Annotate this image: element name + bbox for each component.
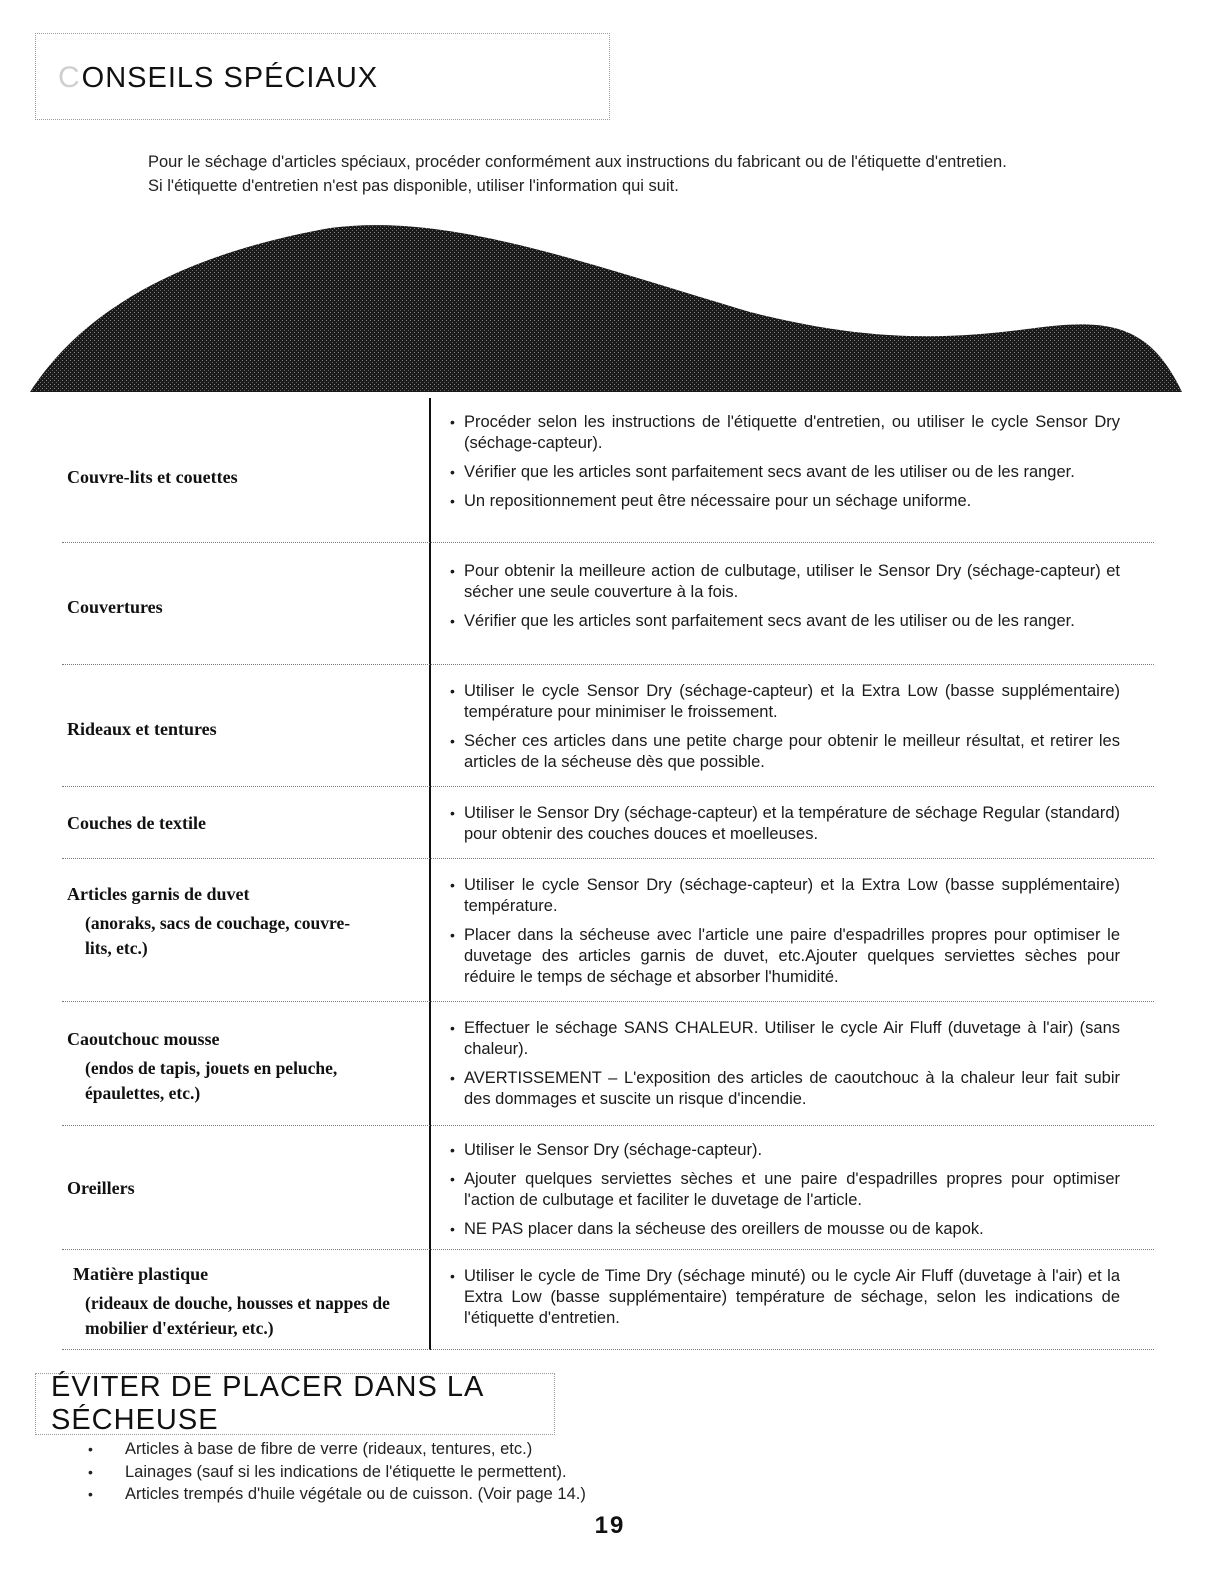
avoid-item: • Articles trempés d'huile végétale ou de cuisson. (Voir page 14.) xyxy=(85,1483,785,1506)
title-dropcap: C xyxy=(58,61,81,94)
table-row xyxy=(62,543,1154,665)
instruction-item: • Effectuer le séchage SANS CHALEUR. Utiliser le cycle Air Fluff (duvetage à l'air) (sans chaleur). xyxy=(450,1018,1120,1060)
row-label-title: Caoutchouc mousse xyxy=(67,1029,220,1049)
avoid-title: ÉVITER DE PLACER DANS LA SÉCHEUSE xyxy=(51,1371,483,1436)
instruction-item: • NE PAS placer dans la sécheuse des oreillers de mousse ou de kapok. xyxy=(450,1219,1120,1240)
intro-line: Pour le séchage d'articles spéciaux, procéder conformément aux instructions du fabricant ou de l'étiquette d'entretien. xyxy=(148,153,1007,171)
row-label: Oreillers xyxy=(67,1178,135,1198)
row-instructions xyxy=(450,1266,1120,1337)
avoid-list xyxy=(85,1438,785,1506)
instruction-item: • Utiliser le Sensor Dry (séchage-capteur) et la température de séchage Regular (standard) pour obtenir des couches douces et moelleuses. xyxy=(450,803,1120,845)
wave-shape xyxy=(30,225,1182,392)
row-label: Couches de textile xyxy=(67,813,206,833)
table-row xyxy=(62,859,1154,1002)
row-instructions xyxy=(450,681,1120,781)
instruction-item: • Ajouter quelques serviettes sèches et une paire d'espadrilles propres pour optimiser l'action de culbutage et faciliter le duvetage de l'article. xyxy=(450,1169,1120,1211)
page-number: 19 xyxy=(594,1512,626,1539)
row-label xyxy=(67,881,422,961)
avoid-item: • Lainages (sauf si les indications de l'étiquette le permettent). xyxy=(85,1461,785,1484)
row-label-sub: (endos de tapis, jouets en peluche, épaulettes, etc.) xyxy=(85,1058,338,1103)
instruction-item: • Pour obtenir la meilleure action de culbutage, utiliser le Sensor Dry (séchage-capteur) et sécher une seule couverture à la fois. xyxy=(450,561,1120,603)
row-instructions xyxy=(450,561,1120,640)
instruction-item: • Utiliser le Sensor Dry (séchage-capteur). xyxy=(450,1140,1120,1161)
table-row xyxy=(62,1126,1154,1250)
instruction-item: • Utiliser le cycle Sensor Dry (séchage-capteur) et la Extra Low (basse supplémentaire) température. xyxy=(450,875,1120,917)
row-label-title: Matière plastique xyxy=(73,1264,209,1284)
row-label-sub: (anoraks, sacs de couchage, couvre-lits, etc.) xyxy=(85,913,351,958)
row-label: Couvre-lits et couettes xyxy=(67,467,238,487)
instruction-item: • Vérifier que les articles sont parfaitement secs avant de les utiliser ou de les ranger. xyxy=(450,462,1120,483)
intro-text xyxy=(148,150,1148,198)
row-label xyxy=(67,1026,422,1106)
table-row xyxy=(62,398,1154,543)
instruction-item: • AVERTISSEMENT – L'exposition des articles de caoutchouc à la chaleur leur fait subir des dommages et suscite un risque d'incendie. xyxy=(450,1068,1120,1110)
instruction-item: • Vérifier que les articles sont parfaitement secs avant de les utiliser ou de les ranger. xyxy=(450,611,1120,632)
section-title xyxy=(36,38,609,118)
instruction-item: • Utiliser le cycle de Time Dry (séchage minuté) ou le cycle Air Fluff (duvetage à l'air) et la Extra Low (basse supplémentaire) température de séchage, selon les indications de l'étiquette d'entretien. xyxy=(450,1266,1120,1329)
section-title-box xyxy=(35,33,610,120)
row-label: Rideaux et tentures xyxy=(67,719,217,739)
avoid-title-box xyxy=(35,1373,555,1435)
row-label-title: Articles garnis de duvet xyxy=(67,884,250,904)
row-label-sub: (rideaux de douche, housses et nappes de mobilier d'extérieur, etc.) xyxy=(85,1293,390,1338)
title-text: ONSEILS SPÉCIAUX xyxy=(81,61,379,94)
row-instructions xyxy=(450,1018,1120,1118)
table-row xyxy=(62,665,1154,787)
row-instructions xyxy=(450,412,1120,520)
instruction-item: • Utiliser le cycle Sensor Dry (séchage-capteur) et la Extra Low (basse supplémentaire) température pour minimiser le froissement. xyxy=(450,681,1120,723)
instruction-item: • Procéder selon les instructions de l'étiquette d'entretien, ou utiliser le cycle Sensor Dry (séchage-capteur). xyxy=(450,412,1120,454)
row-instructions xyxy=(450,1140,1120,1248)
row-instructions xyxy=(450,803,1120,853)
table-row xyxy=(62,1002,1154,1126)
intro-line: Si l'étiquette d'entretien n'est pas disponible, utiliser l'information qui suit. xyxy=(148,177,679,195)
row-label xyxy=(73,1261,428,1341)
row-instructions xyxy=(450,875,1120,996)
instruction-item: • Sécher ces articles dans une petite charge pour obtenir le meilleur résultat, et retirer les articles de la sécheuse dès que possible. xyxy=(450,731,1120,773)
instruction-item: • Placer dans la sécheuse avec l'article une paire d'espadrilles propres pour optimiser le duvetage des articles garnis de duvet, etc.Ajouter quelques serviettes sèches pour réduire le temps de séchage et absorber l'humidité. xyxy=(450,925,1120,988)
table-row xyxy=(62,1250,1154,1350)
wave-banner xyxy=(30,220,1185,395)
row-label: Couvertures xyxy=(67,597,163,617)
table-row xyxy=(62,787,1154,859)
avoid-item: • Articles à base de fibre de verre (rideaux, tentures, etc.) xyxy=(85,1438,785,1461)
instruction-item: • Un repositionnement peut être nécessaire pour un séchage uniforme. xyxy=(450,491,1120,512)
